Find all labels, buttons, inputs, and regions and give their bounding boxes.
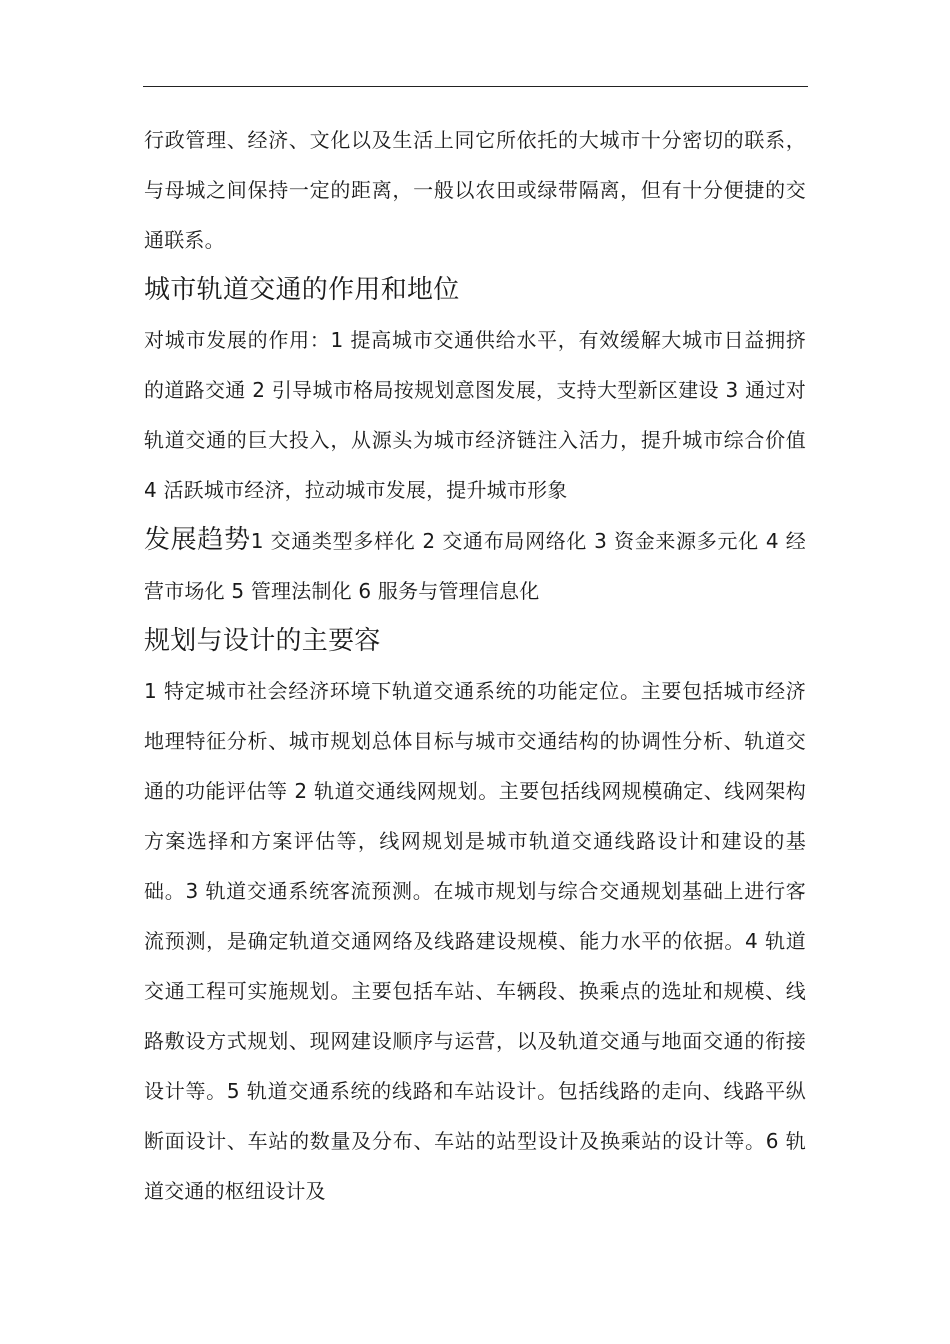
section-planning-paragraph: 1 特定城市社会经济环境下轨道交通系统的功能定位。主要包括城市经济地理特征分析、城市规划总体目标与城市交通结构的协调性分析、轨道交通的功能评估等 2 轨道交通线网规划。主要包括线网规模确定、线网架构方案选择和方案评估等，线网规划是城市轨道交通线路设计和建设的基础。3 轨道交通系统客流预测。在城市规划与综合交通规划基础上进行客流预测，是确定轨道交通网络及线路建设规模、能力水平的依据。4 轨道交通工程可实施规划。主要包括车站、车辆段、换乘点的选址和规模、线路敷设方式规划、现网建设顺序与运营，以及轨道交通与地面交通的衔接设计等。5 轨道交通系统的线路和车站设计。包括线路的走向、线路平纵断面设计、车站的数量及分布、车站的站型设计及换乘站的设计等。6 轨道交通的枢纽设计及 (144, 679, 806, 1203)
section-heading-planning: 规划与设计的主要容 (144, 626, 381, 656)
intro-paragraph: 行政管理、经济、文化以及生活上同它所依托的大城市十分密切的联系，与母城之间保持一定的距离，一般以农田或绿带隔离，但有十分便捷的交通联系。 (144, 128, 806, 252)
section-heading-trend: 发展趋势 (144, 525, 251, 555)
section-role-paragraph: 对城市发展的作用：1 提高城市交通供给水平，有效缓解大城市日益拥挤的道路交通 2 引导城市格局按规划意图发展，支持大型新区建设 3 通过对轨道交通的巨大投入，从源头为城市经济链注入活力，提升城市综合价值 4 活跃城市经济，拉动城市发展，提升城市形象 (144, 328, 806, 502)
header-rule (143, 86, 808, 87)
section-heading-role: 城市轨道交通的作用和地位 (144, 275, 460, 305)
section-trend-paragraph (144, 515, 806, 616)
document-content (144, 115, 806, 1216)
section-trend-text: 1 交通类型多样化 2 交通布局网络化 3 资金来源多元化 4 经营市场化 5 管理法制化 6 服务与管理信息化 (144, 529, 806, 603)
